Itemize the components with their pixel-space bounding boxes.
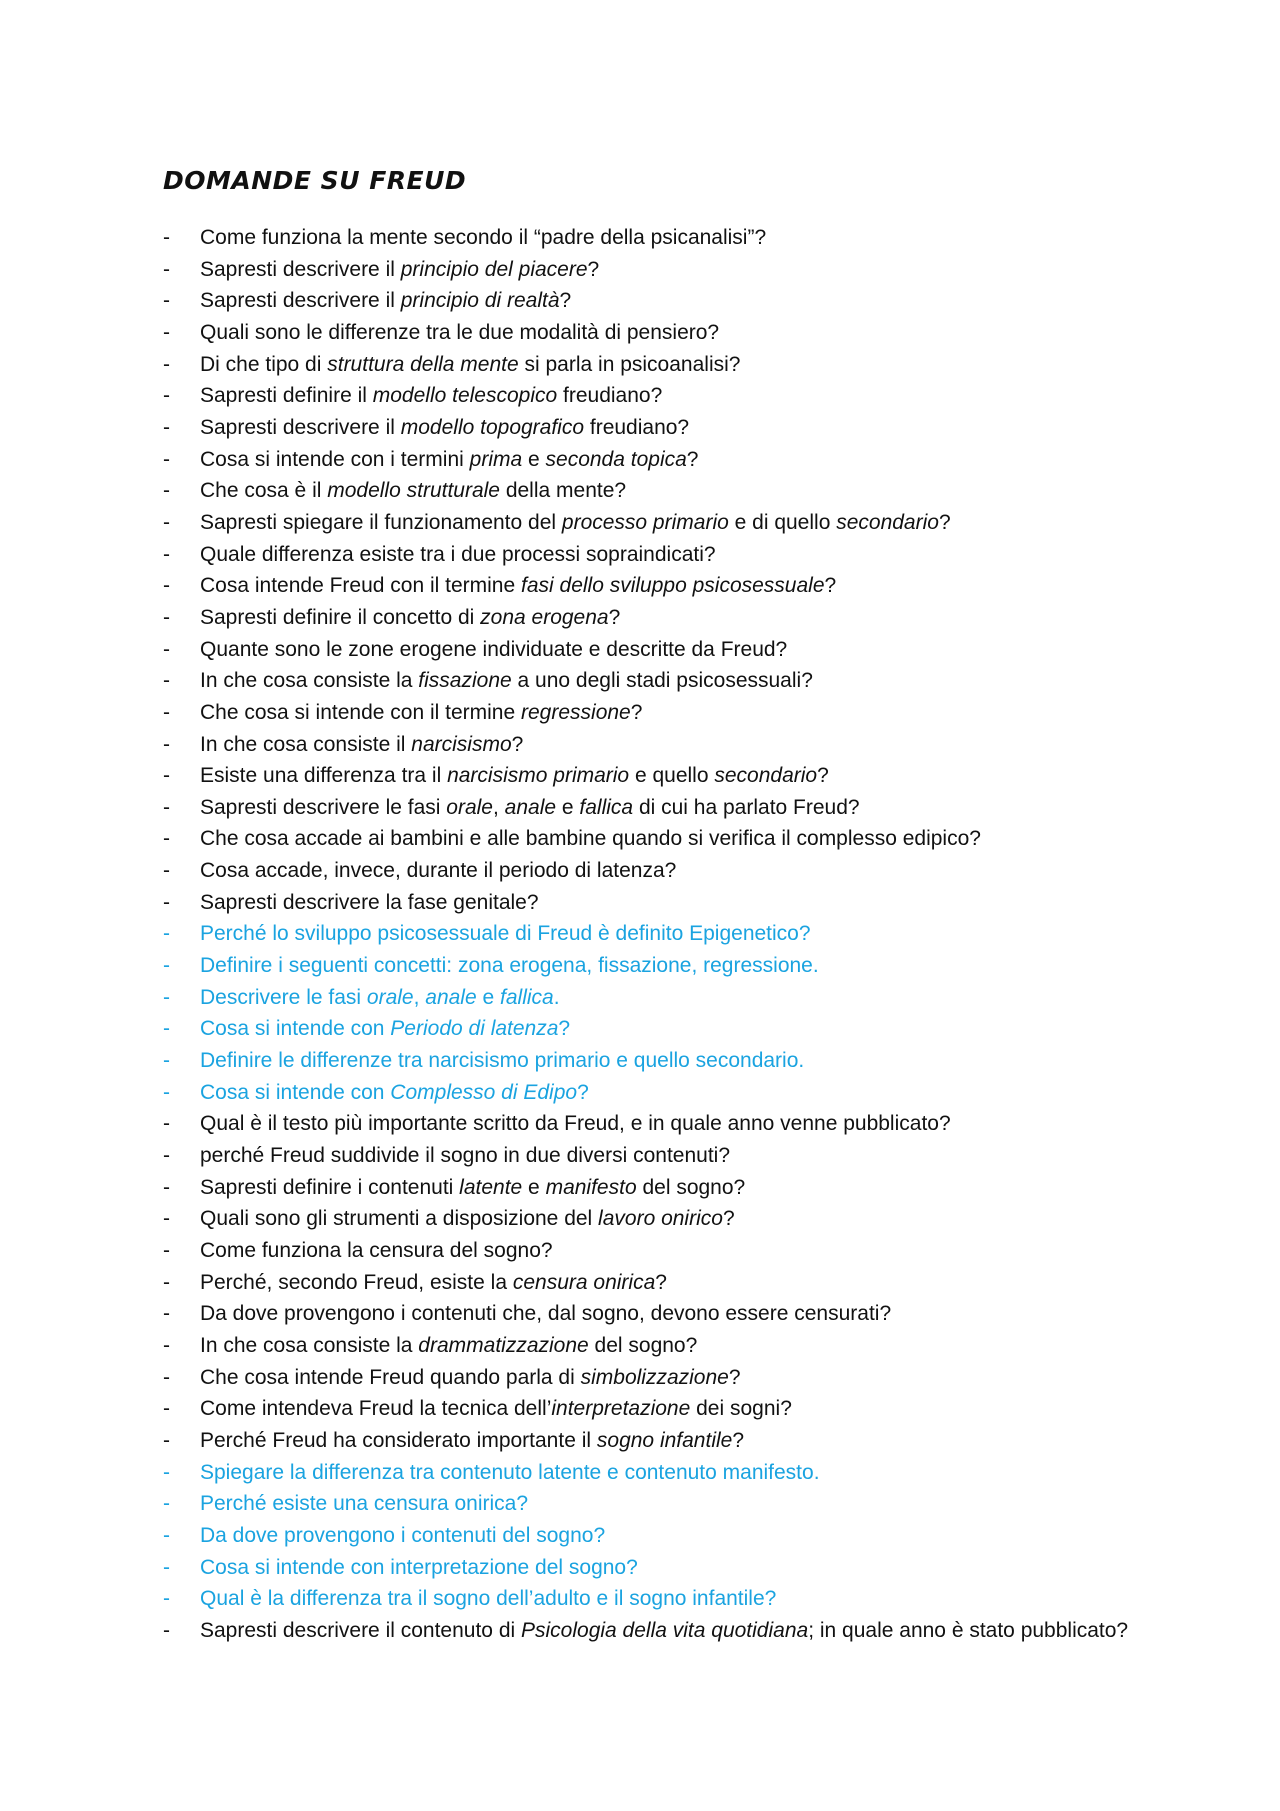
question-text: Quali sono gli strumenti a disposizione del lavoro onirico?: [200, 1207, 735, 1231]
question-item: [163, 507, 1160, 539]
question-text: Che cosa si intende con il termine regressione?: [200, 700, 643, 724]
list-bullet-dash: -: [163, 637, 170, 661]
italic-term: manifesto: [545, 1175, 637, 1199]
list-bullet-dash: -: [163, 1112, 170, 1136]
question-text: Perché, secondo Freud, esiste la censura onirica?: [200, 1270, 667, 1294]
question-item: [163, 1362, 1160, 1394]
question-text: Esiste una differenza tra il narcisismo primario e quello secondario?: [200, 764, 829, 788]
list-bullet-dash: -: [163, 669, 170, 693]
list-bullet-dash: -: [163, 1618, 170, 1642]
italic-term: orale: [366, 985, 414, 1009]
question-item: [163, 1108, 1160, 1140]
italic-term: seconda topica: [545, 447, 687, 471]
question-item: [163, 1267, 1160, 1299]
italic-term: orale: [446, 795, 493, 819]
question-item: [163, 887, 1160, 919]
question-item: [163, 729, 1160, 761]
question-text: Perché lo sviluppo psicosessuale di Freud è definito Epigenetico?: [200, 922, 811, 946]
question-text: Spiegare la differenza tra contenuto latente e contenuto manifesto.: [200, 1460, 820, 1484]
italic-term: zona erogena: [480, 605, 609, 629]
question-item: [163, 1583, 1160, 1615]
question-text: Cosa intende Freud con il termine fasi dello sviluppo psicosessuale?: [200, 574, 837, 598]
question-item: [163, 634, 1160, 666]
list-bullet-dash: -: [163, 1239, 170, 1262]
list-bullet-dash: -: [163, 700, 170, 724]
question-item: [163, 1172, 1160, 1204]
italic-term: fallica: [579, 795, 634, 819]
italic-term: processo primario: [561, 510, 729, 534]
question-text: Come intendeva Freud la tecnica dell’interpretazione dei sogni?: [200, 1397, 792, 1421]
question-text: Sapresti descrivere il principio del piacere?: [200, 257, 600, 281]
list-bullet-dash: -: [163, 1587, 170, 1611]
question-item: [163, 1615, 1160, 1647]
list-bullet-dash: -: [163, 1428, 170, 1452]
list-bullet-dash: -: [163, 1333, 170, 1357]
question-item: [163, 285, 1160, 317]
question-item: [163, 665, 1160, 697]
italic-term: narcisismo: [411, 732, 512, 756]
question-item: [163, 475, 1160, 507]
question-item: [163, 602, 1160, 634]
list-bullet-dash: -: [163, 985, 170, 1009]
italic-term: censura onirica: [512, 1270, 656, 1294]
question-item: [163, 349, 1160, 381]
italic-term: latente: [459, 1175, 523, 1199]
italic-term: Periodo di latenza: [390, 1017, 559, 1041]
question-text: Cosa si intende con interpretazione del sogno?: [200, 1555, 638, 1579]
question-item: [163, 570, 1160, 602]
italic-term: fallica: [500, 985, 554, 1009]
italic-term: anale: [504, 795, 557, 819]
list-bullet-dash: -: [163, 1049, 170, 1073]
question-item: [163, 1140, 1160, 1172]
list-bullet-dash: -: [163, 1523, 170, 1547]
question-text: Che cosa accade ai bambini e alle bambine quando si verifica il complesso edipico?: [200, 827, 981, 851]
question-list: [163, 222, 1160, 1647]
question-text: Cosa si intende con Periodo di latenza?: [200, 1017, 571, 1041]
italic-term: principio del piacere: [400, 257, 588, 281]
question-item: [163, 792, 1160, 824]
question-text: Sapresti descrivere la fase genitale?: [200, 890, 539, 914]
question-item: [163, 855, 1160, 887]
question-item: [163, 1520, 1160, 1552]
list-bullet-dash: -: [163, 1492, 170, 1516]
list-bullet-dash: -: [163, 1397, 170, 1421]
question-text: Sapresti definire il concetto di zona erogena?: [200, 605, 621, 629]
question-item: [163, 1045, 1160, 1077]
question-text: Definire i seguenti concetti: zona erogena, fissazione, regressione.: [200, 954, 819, 978]
list-bullet-dash: -: [163, 415, 170, 439]
list-bullet-dash: -: [163, 954, 170, 978]
italic-term: modello strutturale: [327, 479, 500, 503]
question-item: [163, 760, 1160, 792]
question-text: Sapresti descrivere il modello topografico freudiano?: [200, 415, 690, 439]
list-bullet-dash: -: [163, 289, 170, 313]
list-bullet-dash: -: [163, 827, 170, 851]
list-bullet-dash: -: [163, 1080, 170, 1104]
question-text: Come funziona la censura del sogno?: [200, 1239, 553, 1262]
list-bullet-dash: -: [163, 447, 170, 471]
list-bullet-dash: -: [163, 859, 170, 883]
question-text: perché Freud suddivide il sogno in due diversi contenuti?: [200, 1144, 730, 1168]
question-text: Qual è la differenza tra il sogno dell’adulto e il sogno infantile?: [200, 1587, 777, 1611]
question-item: [163, 254, 1160, 286]
question-text: Cosa accade, invece, durante il periodo di latenza?: [200, 859, 677, 883]
list-bullet-dash: -: [163, 1144, 170, 1168]
page-title: DOMANDE SU FREUD: [163, 166, 467, 195]
question-item: [163, 1235, 1160, 1267]
list-bullet-dash: -: [163, 574, 170, 598]
italic-term: modello topografico: [400, 415, 585, 439]
question-text: Sapresti definire i contenuti latente e manifesto del sogno?: [200, 1175, 746, 1199]
question-item: [163, 697, 1160, 729]
question-text: Perché Freud ha considerato importante il sogno infantile?: [200, 1428, 745, 1452]
list-bullet-dash: -: [163, 1270, 170, 1294]
question-item: [163, 1077, 1160, 1109]
list-bullet-dash: -: [163, 1175, 170, 1199]
list-bullet-dash: -: [163, 890, 170, 914]
list-bullet-dash: -: [163, 542, 170, 566]
list-bullet-dash: -: [163, 732, 170, 756]
italic-term: simbolizzazione: [580, 1365, 729, 1389]
question-item: [163, 1298, 1160, 1330]
question-item: [163, 1457, 1160, 1489]
list-bullet-dash: -: [163, 320, 170, 344]
question-text: Sapresti descrivere il principio di realtà?: [200, 289, 572, 313]
list-bullet-dash: -: [163, 1207, 170, 1231]
question-text: Di che tipo di struttura della mente si parla in psicoanalisi?: [200, 352, 741, 376]
question-text: Quali sono le differenze tra le due modalità di pensiero?: [200, 320, 720, 344]
question-text: Cosa si intende con Complesso di Edipo?: [200, 1080, 589, 1104]
question-item: [163, 1488, 1160, 1520]
question-text: Qual è il testo più importante scritto da Freud, e in quale anno venne pubblicato?: [200, 1112, 951, 1136]
question-item: [163, 1203, 1160, 1235]
question-text: Che cosa intende Freud quando parla di simbolizzazione?: [200, 1365, 741, 1389]
list-bullet-dash: -: [163, 1017, 170, 1041]
question-item: [163, 1425, 1160, 1457]
list-bullet-dash: -: [163, 922, 170, 946]
question-item: [163, 380, 1160, 412]
list-bullet-dash: -: [163, 1555, 170, 1579]
question-item: [163, 1393, 1160, 1425]
question-item: [163, 950, 1160, 982]
italic-term: drammatizzazione: [418, 1333, 589, 1357]
italic-term: interpretazione: [551, 1397, 691, 1421]
question-text: Descrivere le fasi orale, anale e fallica.: [200, 985, 560, 1009]
question-text: Sapresti descrivere il contenuto di Psicologia della vita quotidiana; in quale anno è stato pubblicato?: [200, 1618, 1129, 1642]
list-bullet-dash: -: [163, 384, 170, 408]
italic-term: struttura della mente: [327, 352, 519, 376]
question-text: Sapresti definire il modello telescopico freudiano?: [200, 384, 663, 408]
italic-term: sogno infantile: [596, 1428, 733, 1452]
question-item: [163, 412, 1160, 444]
list-bullet-dash: -: [163, 795, 170, 819]
list-bullet-dash: -: [163, 510, 170, 534]
list-bullet-dash: -: [163, 1460, 170, 1484]
question-item: [163, 317, 1160, 349]
question-text: Che cosa è il modello strutturale della mente?: [200, 479, 627, 503]
list-bullet-dash: -: [163, 257, 170, 281]
italic-term: secondario: [836, 510, 939, 534]
list-bullet-dash: -: [163, 226, 170, 249]
question-item: [163, 1552, 1160, 1584]
list-bullet-dash: -: [163, 605, 170, 629]
question-item: [163, 539, 1160, 571]
question-item: [163, 222, 1160, 254]
question-item: [163, 918, 1160, 950]
list-bullet-dash: -: [163, 1302, 170, 1326]
italic-term: Complesso di Edipo: [390, 1080, 578, 1104]
question-text: Definire le differenze tra narcisismo primario e quello secondario.: [200, 1049, 805, 1073]
italic-term: anale: [425, 985, 477, 1009]
italic-term: lavoro onirico: [598, 1207, 723, 1231]
question-text: Quale differenza esiste tra i due processi sopraindicati?: [200, 542, 716, 566]
italic-term: secondario: [714, 764, 818, 788]
italic-term: principio di realtà: [400, 289, 560, 313]
list-bullet-dash: -: [163, 764, 170, 788]
question-text: Quante sono le zone erogene individuate e descritte da Freud?: [200, 637, 788, 661]
question-item: [163, 1013, 1160, 1045]
italic-term: fasi dello sviluppo psicosessuale: [521, 574, 825, 598]
question-item: [163, 444, 1160, 476]
question-item: [163, 1330, 1160, 1362]
question-text: Come funziona la mente secondo il “padre della psicanalisi”?: [200, 226, 767, 249]
question-item: [163, 823, 1160, 855]
question-text: Sapresti descrivere le fasi orale, anale e fallica di cui ha parlato Freud?: [200, 795, 860, 819]
question-text: In che cosa consiste la drammatizzazione del sogno?: [200, 1333, 698, 1357]
question-item: [163, 982, 1160, 1014]
question-text: Perché esiste una censura onirica?: [200, 1492, 529, 1516]
question-text: In che cosa consiste il narcisismo?: [200, 732, 524, 756]
italic-term: prima: [469, 447, 523, 471]
italic-term: narcisismo primario: [447, 764, 630, 788]
list-bullet-dash: -: [163, 352, 170, 376]
italic-term: modello telescopico: [372, 384, 558, 408]
list-bullet-dash: -: [163, 479, 170, 503]
question-text: Da dove provengono i contenuti che, dal sogno, devono essere censurati?: [200, 1302, 892, 1326]
italic-term: Psicologia della vita quotidiana: [521, 1618, 809, 1642]
question-text: In che cosa consiste la fissazione a uno degli stadi psicosessuali?: [200, 669, 813, 693]
question-text: Da dove provengono i contenuti del sogno?: [200, 1523, 606, 1547]
italic-term: fissazione: [418, 669, 512, 693]
list-bullet-dash: -: [163, 1365, 170, 1389]
question-text: Cosa si intende con i termini prima e seconda topica?: [200, 447, 699, 471]
italic-term: regressione: [521, 700, 631, 724]
question-text: Sapresti spiegare il funzionamento del processo primario e di quello secondario?: [200, 510, 951, 534]
